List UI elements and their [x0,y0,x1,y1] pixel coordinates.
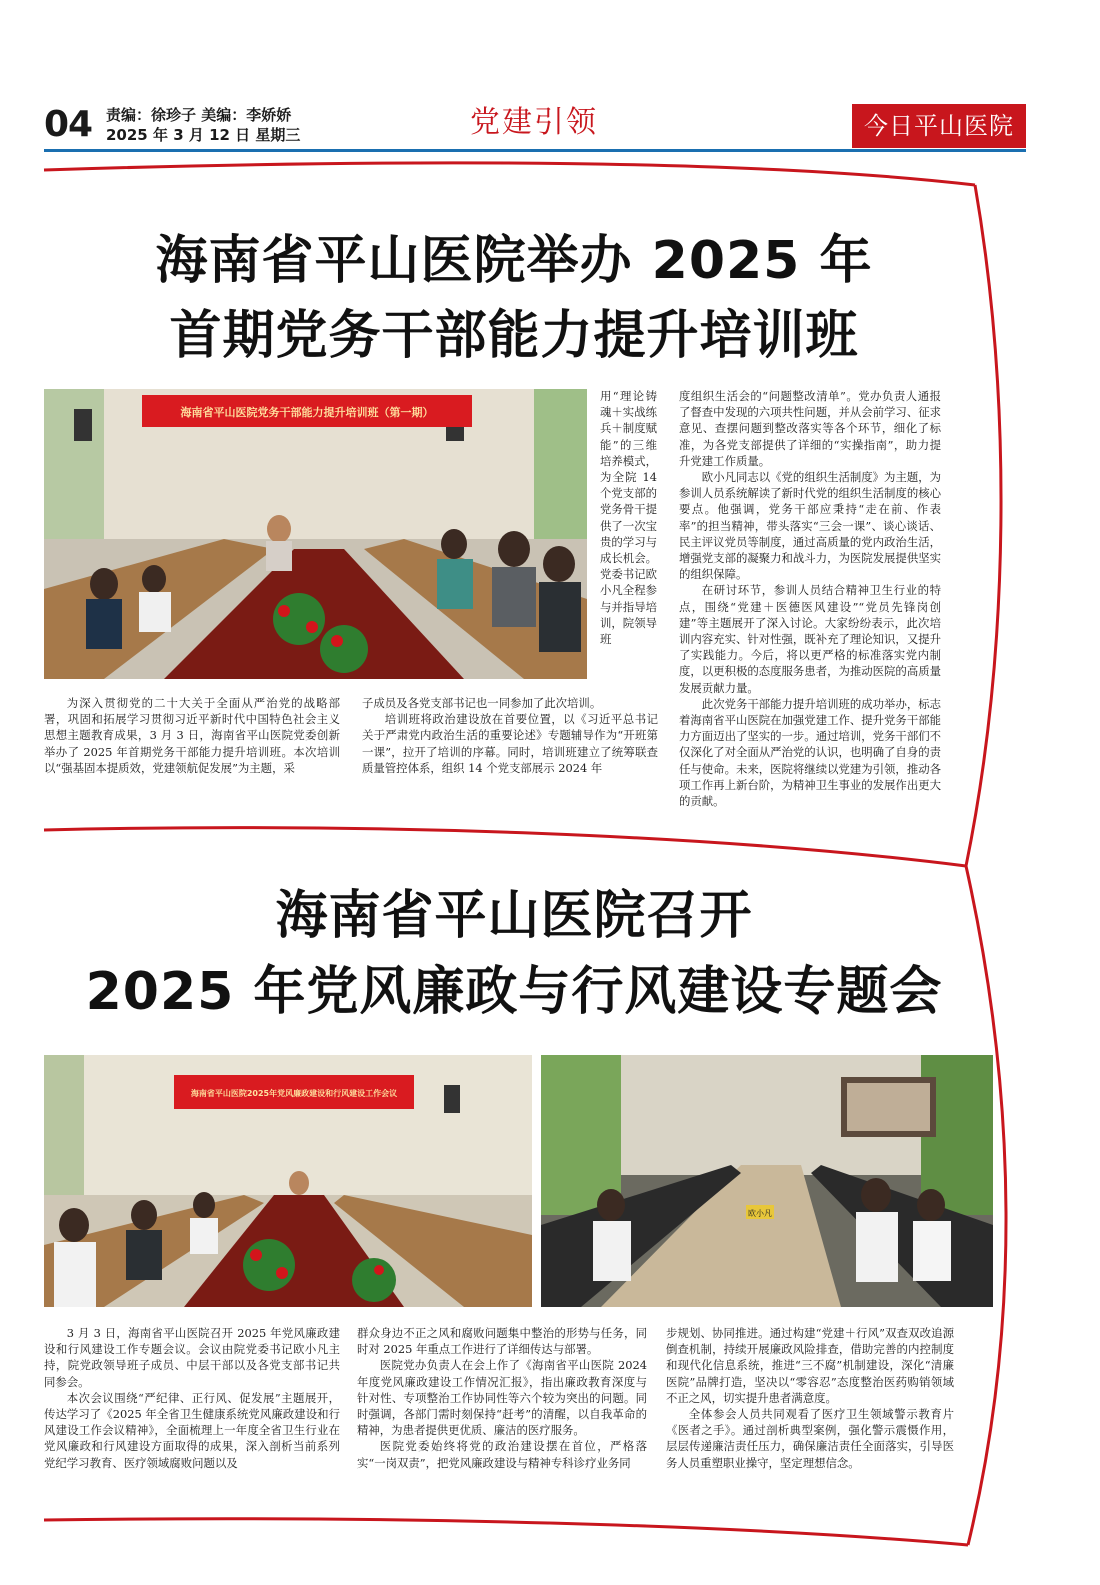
article2-column-1 [44,1325,340,1471]
article1-col3-paragraph-1: 度组织生活会的“问题整改清单”。党办负责人通报了督查中发现的六项共性问题，并从会前学习、征求意见、查摆问题到整改落实等各个环节，细化了标准，为各党支部提供了详细的“实操指南”，助力提升党建工作质量。 [679,389,941,468]
article2-headline-line2: 2025 年党风廉政与行风建设专题会 [85,962,943,1022]
article1-col1-paragraph-1: 为深入贯彻党的二十大关于全面从严治党的战略部署，巩固和拓展学习贯彻习近平新时代中国特色社会主义思想主题教育成果，3 月 3 日，海南省平山医院党委创新举办了 2025 年首期党务干部能力提升培训班。本次培训以“强基固本提质效，党建领航促发展”为主题，采 [44,696,340,775]
header-rule [44,149,1026,152]
article2-photo-banner: 海南省平山医院2025年党风廉政建设和行风建设工作会议 [190,1089,398,1098]
page-number: 04 [44,104,93,145]
article1-column-3 [679,388,941,809]
article2-photo-left [44,1055,532,1307]
article1-col3-paragraph-4: 此次党务干部能力提升培训班的成功举办，标志着海南省平山医院在加强党建工作、提升党务干部能力方面迈出了坚实的一步。通过培训，党务干部们不仅深化了对全面从严治党的认识，也明确了自身的责任与使命。未来，医院将继续以党建为引领，推动各项工作再上新台阶，为精神卫生事业的发展作出更大的贡献。 [679,696,942,809]
article2-photo-sign: 欧小凡 [748,1209,772,1218]
newspaper-name-badge: 今日平山医院 [852,104,1026,148]
article2-col2-paragraph-1: 群众身边不正之风和腐败问题集中整治的形势与任务，同时对 2025 年重点工作进行了详细传达与部署。 [357,1326,647,1357]
section-title: 党建引领 [470,105,598,140]
article2-col3-paragraph-2: 全体参会人员共同观看了医疗卫生领域警示教育片《医者之手》。通过剖析典型案例，强化警示震慑作用，层层传递廉洁责任压力，确保廉洁责任全面落实，引导医务人员重塑职业操守，坚定理想信念。 [666,1407,954,1470]
article2-col1-paragraph-1: 3 月 3 日，海南省平山医院召开 2025 年党风廉政建设和行风建设工作专题会议。会议由院党委书记欧小凡主持，院党政领导班子成员、中层干部以及各党支部书记共同参会。 [44,1326,340,1389]
frame-line-top [44,163,975,185]
frame-line-right [966,185,1006,1545]
article1-column-1 [44,695,340,776]
issue-date: 2025 年 3 月 12 日 星期三 [106,126,301,144]
article2-headline-line1: 海南省平山医院召开 [275,886,753,946]
article2-col1-paragraph-2: 本次会议围绕“严纪律、正行风、促发展”主题展开，传达学习了《2025 年全省卫生健康系统党风廉政建设和行风建设工作会议精神》，全面梳理上一年度全省卫生行业在党风廉政和行风建设方面取得的成果，深入剖析当前系列党纪学习教育、医疗领域腐败问题以及 [44,1390,340,1470]
article2-col2-paragraph-2: 医院党办负责人在会上作了《海南省平山医院 2024 年度党风廉政建设工作情况汇报》，指出廉政教育深度与针对性、专项整治工作协同性等六个较为突出的问题。同时强调，各部门需时刻保持“赶考”的清醒，以自我革命的精神，为患者提供更优质、廉洁的医疗服务。 [357,1358,647,1438]
article2-photo-right [541,1055,993,1307]
article1-col2-paragraph-1: 子成员及各党支部书记也一同参加了此次培训。 [362,696,602,710]
frame-line-bottom [44,1519,968,1545]
article2-col2-paragraph-3: 医院党委始终将党的政治建设摆在首位，严格落实“一岗双责”，把党风廉政建设与精神专科诊疗业务同 [357,1439,647,1470]
article1-col3-paragraph-2: 欧小凡同志以《党的组织生活制度》为主题，为参训人员系统解读了新时代党的组织生活制度的核心要点。他强调，党务干部应秉持“走在前、作表率”的担当精神，带头落实“三会一课”、谈心谈话、民主评议党员等制度，通过高质量的党内政治生活，增强党支部的凝聚力和战斗力，为医院发展提供坚实的组织保障。 [679,470,942,582]
article1-photo [44,389,587,679]
article1-col2-paragraph-2: 培训班将政治建设放在首要位置，以《习近平总书记关于严肃党内政治生活的重要论述》专题辅导作为“开班第一课”，拉开了培训的序幕。同时，培训班建立了统筹联查质量管控体系，组织 14 个党支部展示 2024 年 [362,712,658,775]
editors-credit: 责编：徐珍子 美编：李娇娇 [106,106,292,124]
article2-column-2 [357,1325,647,1471]
article1-narrow-column [600,388,657,647]
article2-column-3 [666,1325,954,1471]
article1-column-2 [362,695,658,776]
article2-col3-paragraph-1: 步规划、协同推进。通过构建“党建＋行风”双查双改追源倒查机制，持续开展廉政风险排查，借助完善的内控制度和现代化信息系统，推进“三不腐”机制建设，深化“清廉医院”品牌打造，坚决以“零容忍”态度整治医药购销领域不正之风，切实提升患者满意度。 [666,1326,954,1405]
article1-headline-line2: 首期党务干部能力提升培训班 [169,306,859,366]
article1-headline-line1: 海南省平山医院举办 2025 年 [155,231,873,291]
article1-col3-paragraph-3: 在研讨环节，参训人员结合精神卫生行业的特点，围绕“党建＋医德医风建设”“党员先锋岗创建”等主题展开了深入讨论。大家纷纷表示，此次培训内容充实、针对性强，既补充了理论知识，又提升了实践能力。今后，将以更严格的标准落实党内制度，以更积极的态度服务患者，为推动医院的高质量发展贡献力量。 [679,583,941,695]
article1-photo-banner: 海南省平山医院党务干部能力提升培训班（第一期） [180,406,434,419]
frame-line-middle [44,828,966,866]
article1-narrow-text: 用“理论铸魂＋实战练兵＋制度赋能”的三维培养模式，为全院 14 个党支部的党务骨干提供了一次宝贵的学习与成长机会。党委书记欧小凡全程参与并指导培训，院领导班 [600,389,657,647]
